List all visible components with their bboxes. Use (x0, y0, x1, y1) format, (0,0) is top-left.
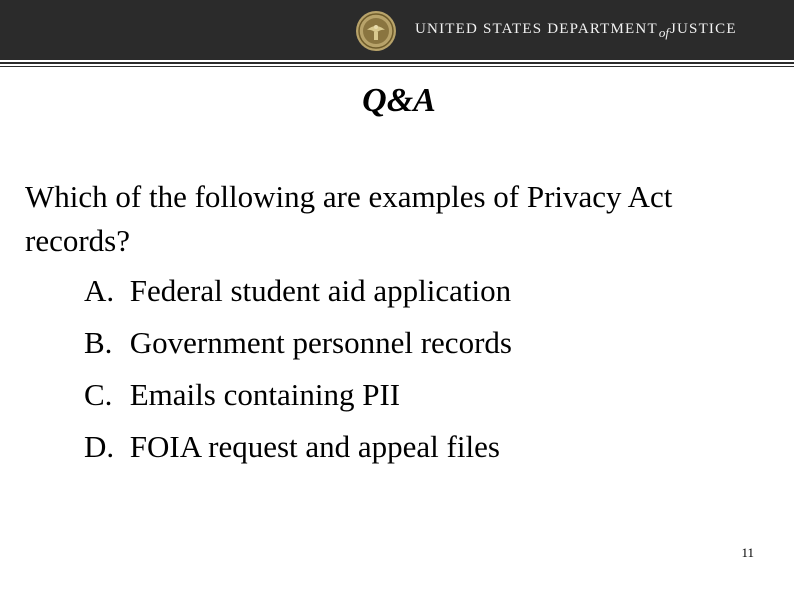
doj-seal-icon (355, 10, 397, 52)
option-letter: D. (84, 429, 115, 464)
option-letter: A. (84, 273, 115, 308)
option-letter: B. (84, 325, 113, 360)
answer-option-a (84, 265, 774, 317)
option-text: Emails containing PII (129, 377, 401, 412)
department-name-of: of (658, 25, 669, 40)
option-letter: C. (84, 377, 113, 412)
department-name (415, 21, 737, 38)
answer-option-d (84, 421, 774, 473)
answer-option-c (84, 369, 774, 421)
answer-options (84, 265, 774, 473)
option-text: FOIA request and appeal files (129, 429, 500, 464)
answer-option-b (84, 317, 774, 369)
question-text: Which of the following are examples of Privacy Act records? (25, 179, 673, 258)
header-rule-thin (0, 66, 794, 67)
page-number: 11 (741, 545, 754, 560)
option-text: Federal student aid application (129, 273, 512, 308)
department-name-left: UNITED STATES DEPARTMENT (415, 21, 658, 37)
option-text: Government personnel records (129, 325, 512, 360)
header-banner (0, 0, 794, 60)
department-name-right: JUSTICE (669, 21, 737, 37)
slide-title: Q&A (362, 82, 436, 119)
header-rule (0, 62, 794, 64)
